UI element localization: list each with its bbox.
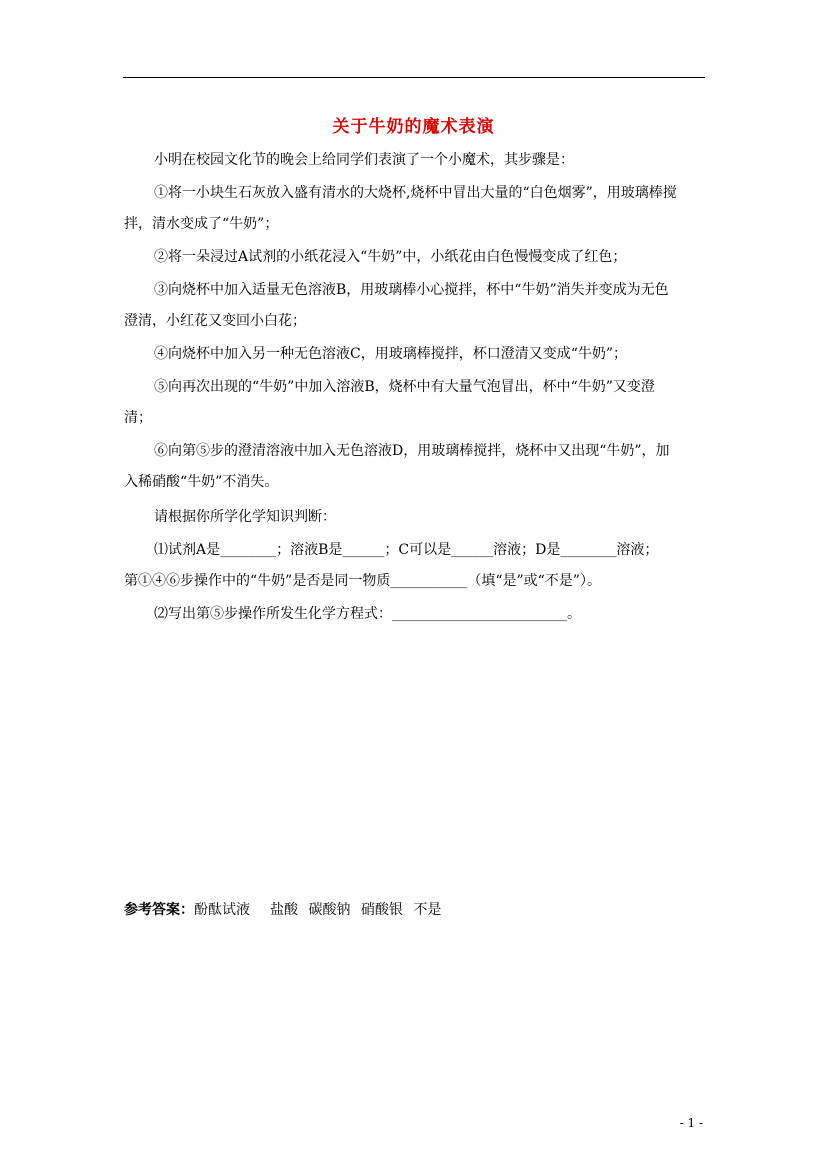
header-rule [123,77,705,78]
answer-item: 盐酸 [270,902,298,918]
step-1-line-1: ①将一小块生石灰放入盛有清水的大烧杯,烧杯中冒出大量的“白色烟雾”，用玻璃棒搅 [154,185,677,201]
question-1-line-2: 第①④⑥步操作中的“牛奶”是否是同一物质___________（填“是”或“不是”）。 [124,573,601,589]
step-1-line-2: 拌，清水变成了“牛奶”； [124,216,279,232]
step-3-line-2: 澄清，小红花又变回小白花； [124,313,306,329]
answer-item: 碳酸钠 [308,902,351,918]
step-6-line-1: ⑥向第⑤步的澄清溶液中加入无色溶液D，用玻璃棒搅拌，烧杯中又出现“牛奶”，加 [154,443,670,459]
question-prompt: 请根据你所学化学知识判断： [154,509,336,525]
document-title: 关于牛奶的魔术表演 [332,117,495,137]
question-1-line-1: ⑴试剂A是________；溶液B是______；C可以是______溶液；D是________溶液； [154,542,659,558]
step-4-line-1: ④向烧杯中加入另一种无色溶液C，用玻璃棒搅拌，杯口澄清又变成“牛奶”； [154,346,628,362]
question-2: ⑵写出第⑤步操作所发生化学方程式：_________________________。 [154,606,581,622]
answer-item: 酚酞试液 [194,902,250,918]
answer-item: 不是 [413,902,442,918]
answer-label: 参考答案： [124,902,194,918]
step-3-line-1: ③向烧杯中加入适量无色溶液B，用玻璃棒小心搅拌，杯中“牛奶”消失并变成为无色 [154,282,669,298]
step-2-line-1: ②将一朵浸过A试剂的小纸花浸入“牛奶”中，小纸花由白色慢慢变成了红色； [154,249,627,265]
step-5-line-1: ⑤向再次出现的“牛奶”中加入溶液B，烧杯中有大量气泡冒出，杯中“牛奶”又变澄 [154,379,655,395]
intro-text: 小明在校园文化节的晚会上给同学们表演了一个小魔术，其步骤是： [154,152,574,168]
page-number: - 1 - [679,1116,703,1130]
step-5-line-2: 清； [124,410,152,426]
answer-item: 硝酸银 [360,902,403,918]
step-6-line-2: 入稀硝酸“牛奶”不消失。 [124,474,279,490]
reference-answer [124,899,447,919]
